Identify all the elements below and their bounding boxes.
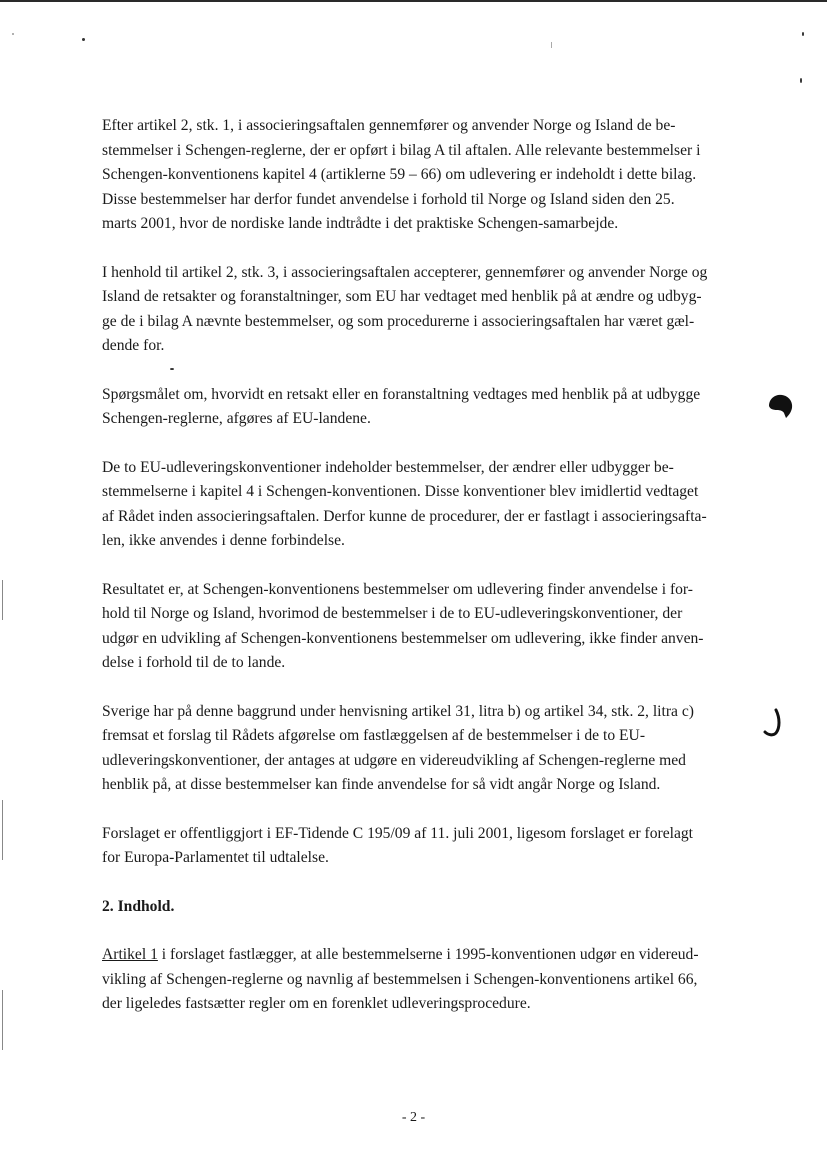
paragraph-artikel-1-text: i forslaget fastlægger, at alle bestemmelserne i 1995-konventionen udgør en videreud- vikling af Schengen-reglerne og navnlig af bestemmelsen i Schengen-konventionens artikel 66, der ligeledes fastsætter regler om en forenklet udleveringsprocedure. bbox=[102, 946, 699, 1012]
scan-speck bbox=[82, 38, 85, 41]
underlined-article-reference: Artikel 1 bbox=[102, 946, 158, 963]
scan-speck bbox=[12, 33, 14, 35]
page-number: - 2 - bbox=[401, 1110, 426, 1125]
paragraph-artikel-1 bbox=[102, 943, 762, 1017]
scan-ink-blot bbox=[766, 392, 794, 420]
paragraph-retsakter: I henhold til artikel 2, stk. 3, i associeringsaftalen accepterer, gennemfører og anvender Norge og Island de retsakter og foranstaltninger, som EU har vedtaget med henblik på at ændre og udbyg- ge de i bilag A nævnte bestemmelser, og som procedurerne i associeringsaftalen har været gæl- dende for. bbox=[102, 263, 708, 354]
scan-speck bbox=[800, 78, 802, 83]
scan-margin-mark bbox=[2, 990, 3, 1050]
paragraph-udleveringskonventioner: De to EU-udleveringskonventioner indeholder bestemmelser, der ændrer eller udbygger be- stemmelserne i kapitel 4 i Schengen-konventionen. Disse konventioner blev imidlertid vedtaget af Rådet inden associeringsaftalen. Derfor kunne de procedurer, der er fastlagt i associeringsafta- len, ikke anvendes i denne forbindelse. bbox=[102, 458, 707, 549]
paragraph-associeringsaftale: Efter artikel 2, stk. 1, i associeringsaftalen gennemfører og anvender Norge og Island de be- stemmelser i Schengen-reglerne, der er opført i bilag A til aftalen. Alle relevante bestemmelser i Schengen-konventionens kapitel 4 (artiklerne 59 – 66) om udlevering er indeholdt i dette bilag. Disse bestemmelser har derfor fundet anvendelse i forhold til Norge og Island siden den 25. marts 2001, hvor de nordiske lande indtrådte i det praktiske Schengen-samarbejde. bbox=[102, 117, 701, 232]
scan-speck bbox=[551, 42, 552, 48]
scan-margin-mark bbox=[2, 580, 3, 620]
document-body bbox=[102, 114, 762, 1041]
paragraph-resultat: Resultatet er, at Schengen-konventionens bestemmelser om udlevering finder anvendelse i for- hold til Norge og Island, hvorimod de bestemmelser i de to EU-udleveringskonventioner, der udgør en udvikling af Schengen-konventionens bestemmelser om udlevering, ikke finder anven- delse i forhold til de to lande. bbox=[102, 580, 704, 671]
paragraph-spoergsmaal: Spørgsmålet om, hvorvidt en retsakt eller en foranstaltning vedtages med henblik på at udbygge Schengen-reglerne, afgøres af EU-landene. bbox=[102, 385, 701, 427]
section-heading: 2. Indhold. bbox=[102, 897, 175, 915]
scan-speck bbox=[802, 32, 804, 36]
paragraph-offentliggjort: Forslaget er offentliggjort i EF-Tidende C 195/09 af 11. juli 2001, ligesom forslaget er forelagt for Europa-Parlamentet til udtalelse. bbox=[102, 824, 694, 866]
scan-hook-mark bbox=[762, 708, 784, 738]
scan-top-border bbox=[0, 0, 827, 2]
paragraph-sverige-forslag: Sverige har på denne baggrund under henvisning artikel 31, litra b) og artikel 34, stk. 2, litra c) fremsat et forslag til Rådets afgørelse om fastlæggelsen af de bestemmelser i de to EU- udleveringskonventioner, der antages at udgøre en videreudvikling af Schengen-reglerne med henblik på, at disse bestemmelser kan finde anvendelse for så vidt angår Norge og Island. bbox=[102, 702, 694, 793]
scan-margin-mark bbox=[2, 800, 3, 860]
